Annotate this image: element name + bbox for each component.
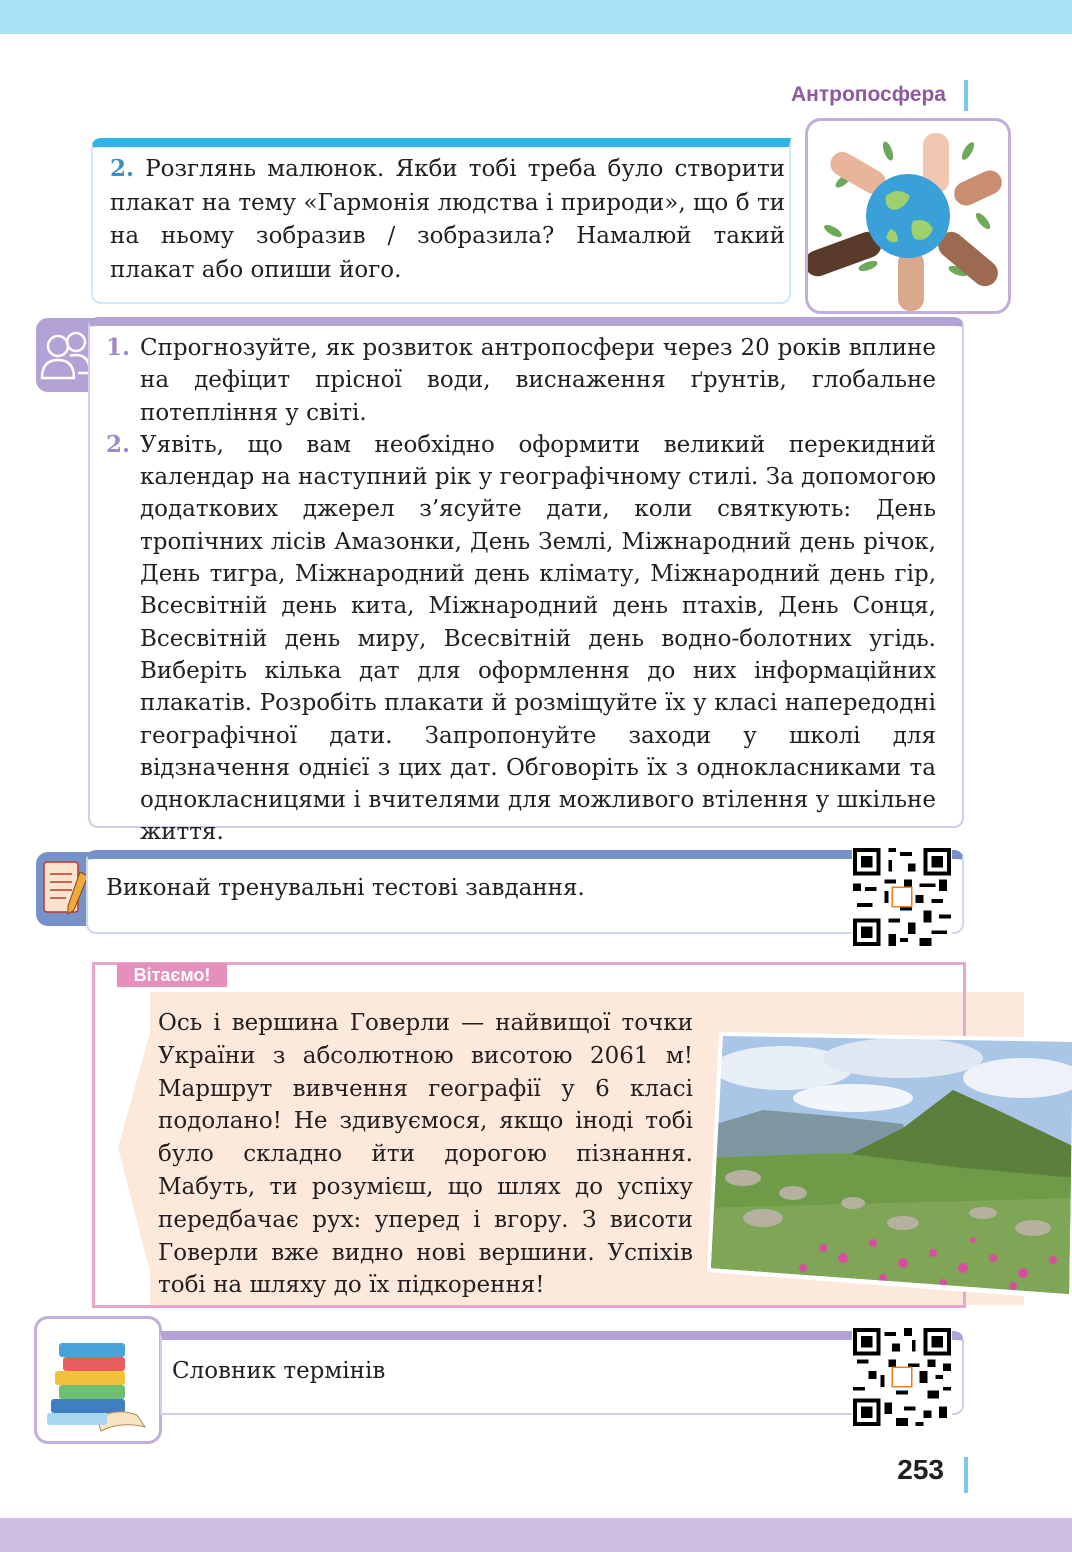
task-text <box>110 152 785 287</box>
page-number: 253 <box>897 1454 944 1485</box>
bottom-band <box>0 1518 1072 1552</box>
books-image <box>34 1316 162 1444</box>
test-task-text: Виконай тренувальні тестові завдання. <box>106 875 585 901</box>
list-item <box>106 429 936 849</box>
books-stack-icon <box>37 1319 159 1441</box>
qr-code-dictionary[interactable] <box>852 1328 952 1426</box>
top-band <box>0 0 1072 34</box>
item-number: 2. <box>106 430 131 458</box>
list-item <box>106 332 936 429</box>
section-bar <box>964 80 968 111</box>
task-number: 2. <box>110 155 135 182</box>
qr-code-test[interactable] <box>852 848 952 946</box>
hands-around-globe-illustration <box>808 121 1008 311</box>
hands-globe-image <box>805 118 1011 314</box>
group-task-list <box>106 332 936 849</box>
item-text: Уявіть, що вам необхідно оформити великий перекидний календар на наступний рік у географічному стилі. За допомогою додаткових джерел з’ясуйте дати, коли святкують: День тропічних лісів Амазонки, День Землі, Міжнародний день річок, День тигра, Міжнародний день клімату, Міжнародний день гір, Всесвітній день кита, Міжнародний день птахів, День Сонця, Всесвітній день миру, Всесвітній день водно-болотних угідь. Виберіть кілька дат для оформлення до них інформаційних плакатів. Розробіть плакати й розміщуйте їх у класі напередодні географічної дати. Запропонуйте заходи у школі для відзначення однієї з цих дат. Обговоріть їх з однокласниками та однокласницями і вчителями для можливого втілення у шкільне життя. <box>140 431 936 846</box>
congrats-text: Ось і вершина Говерли — найвищої точки України з абсолютною висотою 2061 м! Маршрут вивчення географії у 6 класі подолано! Не здивуємося, якщо іноді тобі було складно йти дорогою пізнання. Мабуть, ти розумієш, що шлях до успіху передбачає рух: уперед і вгору. З висоти Говерли вже видно нові вершини. Успіхів тобі на шляху до їх підкорення! <box>158 1010 693 1299</box>
two-people-icon <box>36 318 96 392</box>
task-body: Розглянь малюнок. Якби тобі треба було створити плакат на тему «Гармонія людства і природи», що б ти на ньому зобразив / зобразила? Намалюй такий плакат або опиши його. <box>110 156 785 283</box>
congrats-badge: Вітаємо! <box>117 963 227 987</box>
hoverla-mountain-photo <box>703 1028 1072 1300</box>
item-text: Спрогнозуйте, як розвиток антропосфери через 20 років вплине на дефіцит прісної води, виснаження ґрунтів, глобальне потепління у світі. <box>140 335 936 426</box>
qr-code-icon <box>852 1328 952 1426</box>
qr-code-icon <box>852 848 952 946</box>
page-bar <box>964 1457 968 1493</box>
section-title: Антропосфера <box>791 83 946 106</box>
dictionary-link[interactable]: Словник термінів <box>172 1358 386 1384</box>
item-number: 1. <box>106 334 131 361</box>
